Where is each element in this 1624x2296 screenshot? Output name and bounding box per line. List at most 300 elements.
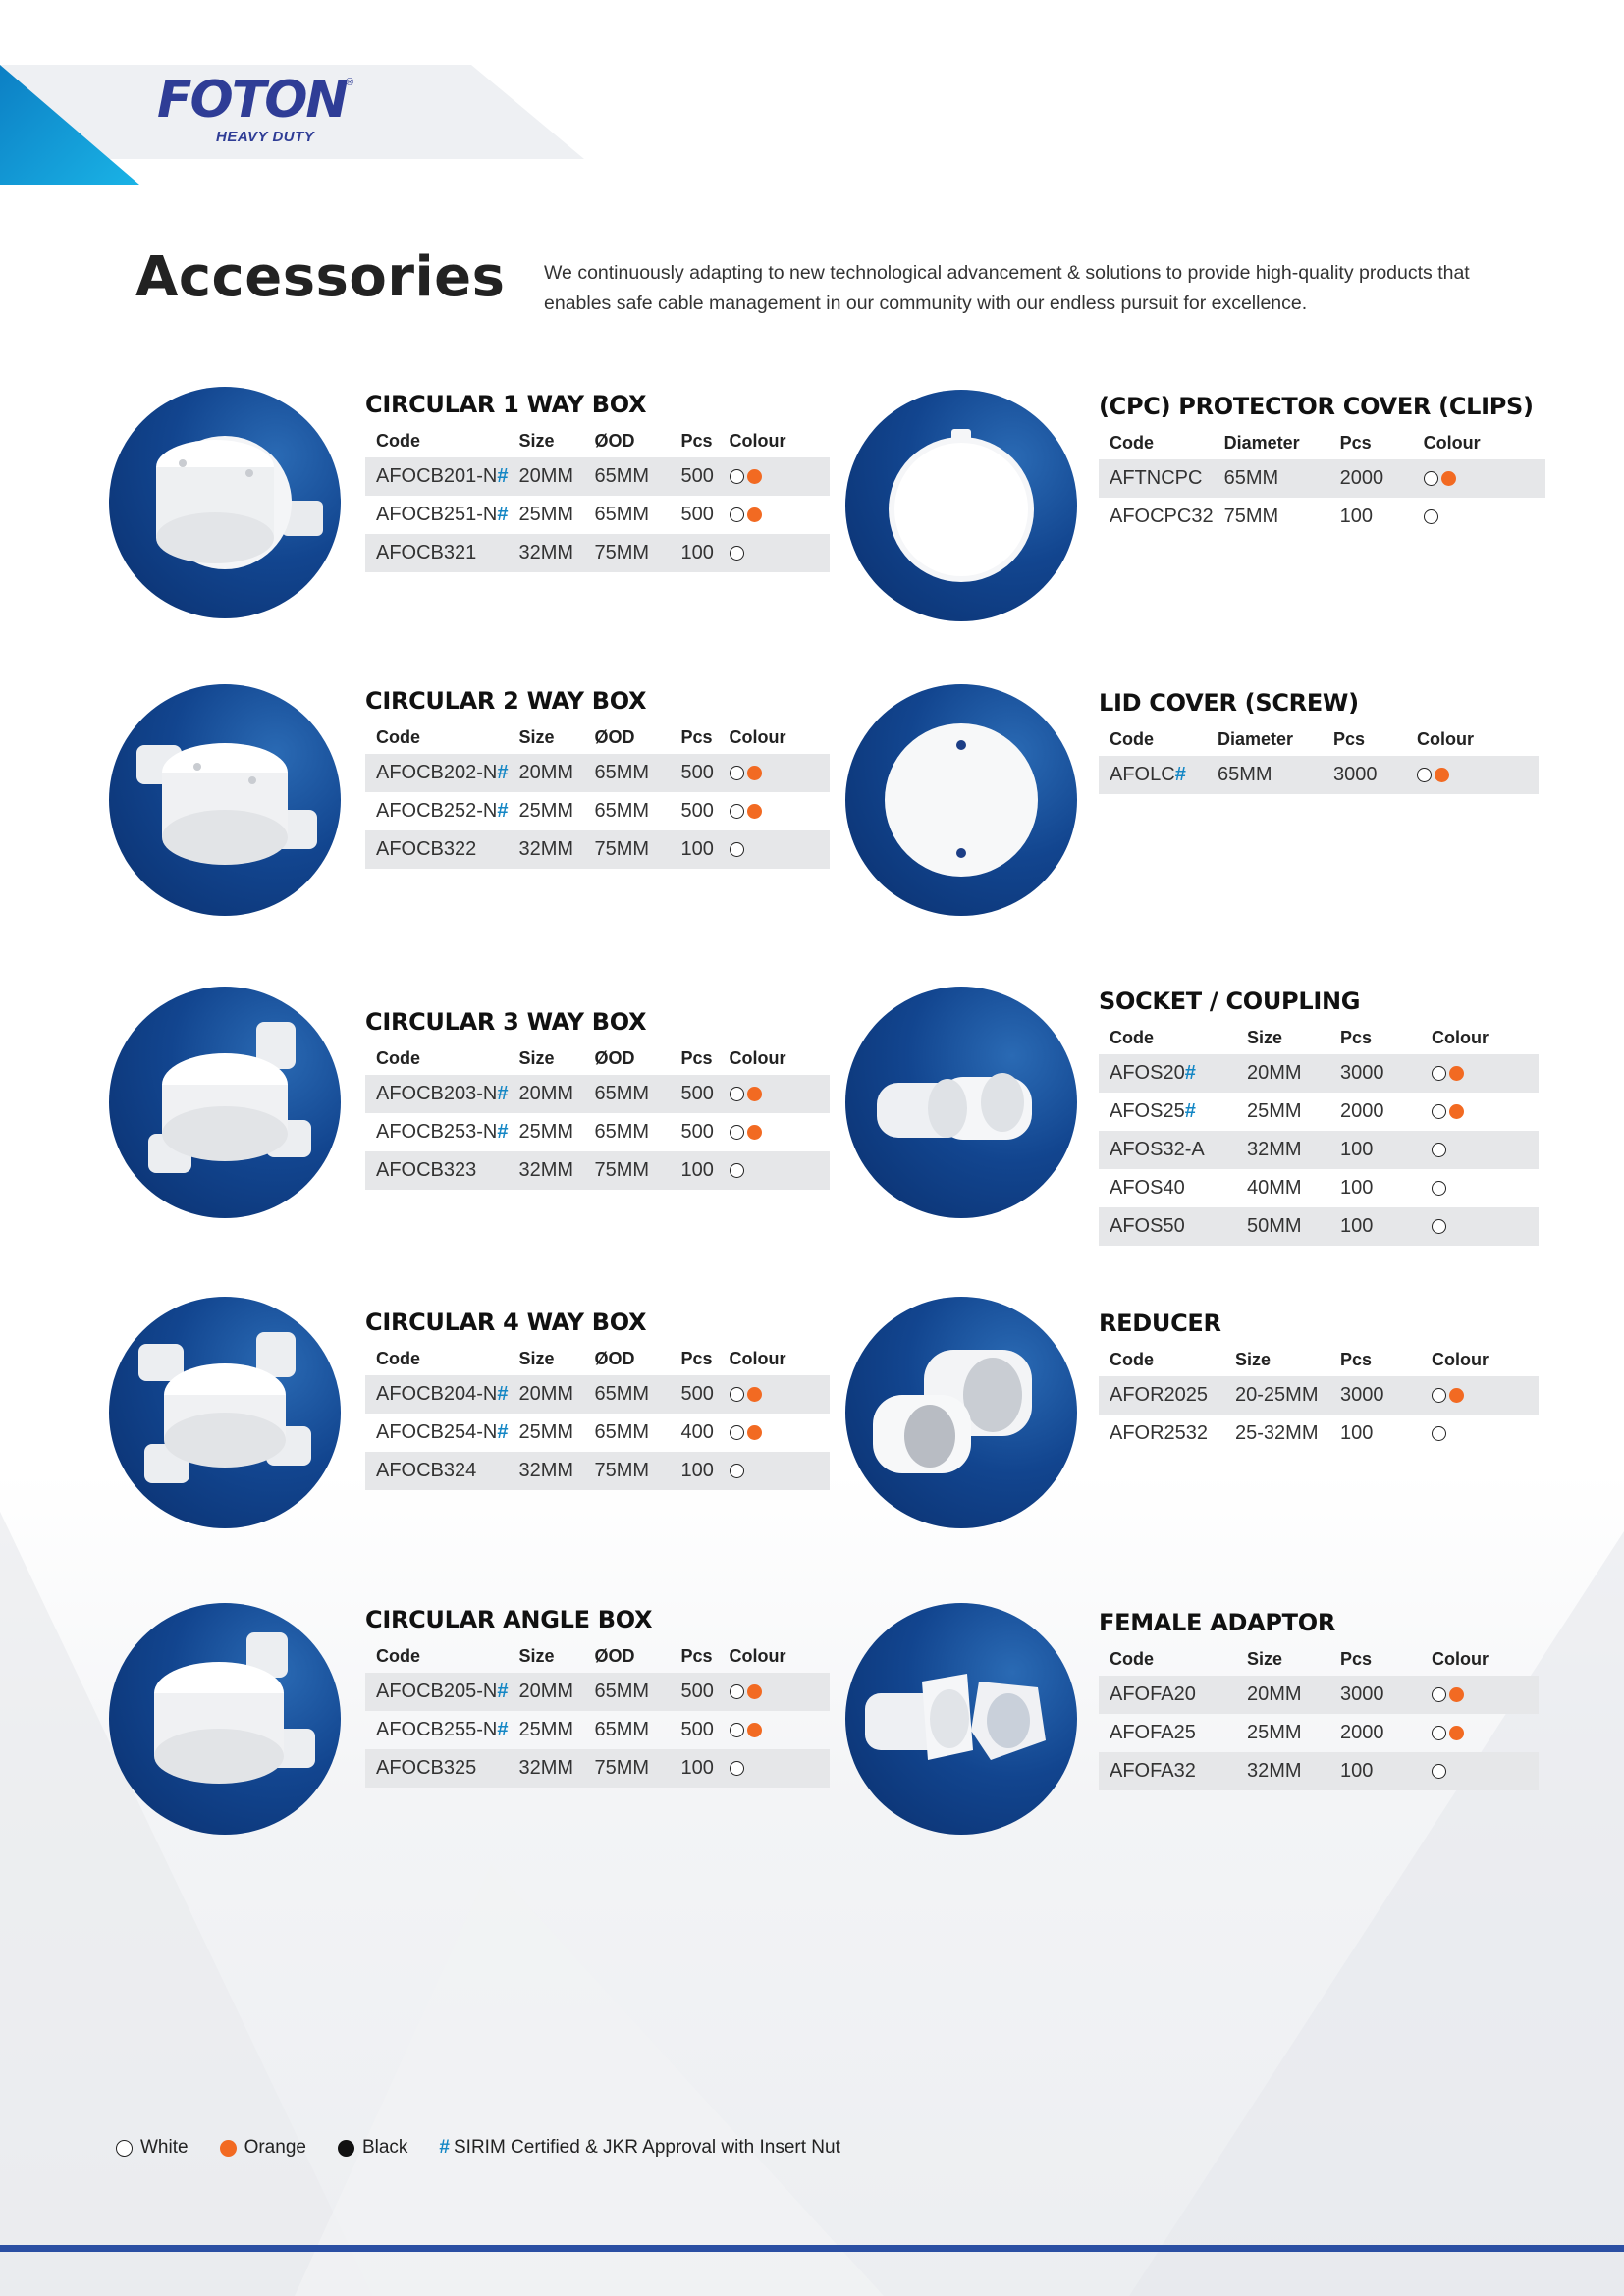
product-code: AFOCB323: [376, 1159, 477, 1181]
protector-cover-icon: [845, 390, 1077, 621]
code-cell: [1099, 1676, 1236, 1714]
orange-dot-icon: [747, 1087, 762, 1101]
value-cell: 50MM: [1236, 1207, 1329, 1246]
value-cell: 100: [1340, 1177, 1374, 1199]
value-cell: 500: [671, 754, 719, 792]
table-row: [365, 496, 830, 534]
value-cell: 3000: [1323, 756, 1406, 794]
value-cell: 25MM: [518, 800, 574, 822]
column-header: Size: [518, 1047, 555, 1068]
value-cell: 20MM: [1236, 1676, 1329, 1714]
code-cell: [1099, 1415, 1224, 1453]
spec-table: [1099, 1642, 1539, 1790]
colour-cell: [719, 457, 830, 496]
value-cell: 20-25MM: [1224, 1376, 1329, 1415]
table-row: [1099, 1093, 1539, 1131]
column-header: Code: [1110, 1648, 1154, 1669]
value-cell: 25MM: [518, 1421, 574, 1443]
value-cell: 65MM: [584, 457, 671, 496]
value-cell: 32MM: [509, 534, 584, 572]
table-header-row: [1099, 426, 1545, 459]
value-cell: 32MM: [509, 830, 584, 869]
value-cell: 100: [671, 1749, 719, 1788]
column-header: Pcs: [1333, 728, 1366, 749]
product-code: AFOS20: [1110, 1062, 1185, 1084]
column-header: Code: [376, 1348, 420, 1368]
orange-dot-icon: [1449, 1687, 1464, 1702]
spec-table: [1099, 1343, 1539, 1453]
table-row: [1099, 1054, 1539, 1093]
value-cell: 500: [680, 800, 714, 822]
certification-hash: #: [1184, 1100, 1196, 1122]
value-cell: 3000: [1329, 1054, 1421, 1093]
section-title: CIRCULAR 4 WAY BOX: [365, 1308, 647, 1336]
table-header-row: [1099, 1021, 1539, 1054]
value-cell: 100: [671, 1151, 719, 1190]
orange-dot-icon: [747, 1125, 762, 1140]
certification-hash: #: [497, 504, 509, 525]
certification-hash: #: [1184, 1062, 1196, 1084]
section-title: REDUCER: [1099, 1309, 1221, 1337]
section-title: FEMALE ADAPTOR: [1099, 1609, 1336, 1636]
column-header: Colour: [729, 1645, 786, 1666]
value-cell: 2000: [1340, 1100, 1384, 1122]
colour-cell: [719, 1375, 830, 1414]
white-dot-icon: [730, 469, 744, 484]
spec-table: [365, 1639, 830, 1788]
spec-table: [1099, 426, 1545, 536]
product-code: AFOCB325: [376, 1757, 477, 1779]
code-cell: [365, 792, 509, 830]
product-code: AFOS40: [1110, 1177, 1185, 1199]
column-header: Size: [1247, 1648, 1283, 1669]
white-dot-icon: [1432, 1143, 1446, 1157]
intro-text: We continuously adapting to new technological advancement & solutions to provide high-quality products that enables safe cable management in our community with our endless pursuit for excellence.: [544, 262, 1470, 314]
value-cell: 100: [671, 830, 719, 869]
certification-hash: #: [497, 1681, 509, 1702]
white-dot-icon: [730, 766, 744, 780]
colour-cell: [719, 1673, 830, 1711]
column-header: Code: [1110, 432, 1154, 453]
product-code: AFOCPC32: [1110, 506, 1214, 527]
value-cell: 2000: [1329, 459, 1413, 498]
value-cell: 75MM: [1223, 506, 1279, 527]
product-code: AFOCB205-N: [376, 1681, 498, 1702]
table-row: [365, 1113, 830, 1151]
product-code: AFTNCPC: [1110, 467, 1203, 489]
white-dot-icon: [1432, 1426, 1446, 1441]
section-title: CIRCULAR ANGLE BOX: [365, 1606, 653, 1633]
colour-cell: [1421, 1054, 1539, 1093]
column-header: Size: [518, 726, 555, 747]
value-cell: 25MM: [518, 1121, 574, 1143]
section-lid-cover: [1099, 689, 1539, 794]
column-header: Code: [1110, 728, 1154, 749]
certification-hash: #: [497, 762, 509, 783]
value-cell: 100: [1329, 1131, 1421, 1169]
column-header: Code: [376, 430, 420, 451]
value-cell: 32MM: [509, 1749, 584, 1788]
section-female-adaptor: [1099, 1609, 1539, 1790]
orange-dot-icon: [747, 1684, 762, 1699]
white-dot-icon: [730, 1125, 744, 1140]
white-dot-icon: [730, 1761, 744, 1776]
table-row: [365, 534, 830, 572]
product-code: AFOFA25: [1110, 1722, 1196, 1743]
code-cell: [365, 1113, 509, 1151]
colour-legend: [116, 2137, 872, 2159]
column-header: Colour: [1432, 1349, 1489, 1369]
certification-hash: #: [1174, 764, 1186, 785]
foton-logo: [157, 71, 354, 145]
value-cell: 500: [671, 457, 719, 496]
column-header: Pcs: [680, 1047, 713, 1068]
value-cell: 32MM: [509, 1151, 584, 1190]
orange-dot-icon: [1449, 1066, 1464, 1081]
hash-mark: #: [439, 2137, 450, 2158]
colour-cell: [1421, 1207, 1539, 1246]
column-header: ØOD: [594, 726, 635, 747]
certification-hash: #: [497, 1383, 509, 1405]
product-code: AFOCB204-N: [376, 1383, 498, 1405]
orange-dot-icon: [220, 2140, 237, 2157]
lid-cover-icon: [845, 684, 1077, 916]
white-dot-icon: [1432, 1764, 1446, 1779]
page-title: Accessories: [135, 245, 506, 309]
table-row: [1099, 1714, 1539, 1752]
value-cell: 20MM: [509, 754, 584, 792]
table-row: [365, 1414, 830, 1452]
table-row: [1099, 498, 1545, 536]
column-header: Size: [518, 430, 555, 451]
value-cell: 500: [671, 1075, 719, 1113]
female-adaptor-icon: [845, 1603, 1077, 1835]
table-row: [1099, 1676, 1539, 1714]
white-dot-icon: [730, 1425, 744, 1440]
socket-coupling-icon: [845, 987, 1077, 1218]
table-row: [365, 1151, 830, 1190]
value-cell: 20MM: [509, 457, 584, 496]
value-cell: 65MM: [594, 1421, 650, 1443]
circular-2-way-box-icon: [109, 684, 341, 916]
column-header: Size: [1247, 1027, 1283, 1047]
circular-angle-box-icon: [109, 1603, 341, 1835]
white-dot-icon: [730, 1087, 744, 1101]
colour-cell: [719, 1414, 830, 1452]
colour-cell: [1421, 1752, 1539, 1790]
code-cell: [1099, 1752, 1236, 1790]
column-header: Pcs: [680, 1645, 713, 1666]
orange-dot-icon: [747, 507, 762, 522]
legend-black: [338, 2137, 407, 2159]
code-cell: [365, 1414, 509, 1452]
value-cell: 32MM: [509, 1452, 584, 1490]
code-cell: [365, 1673, 509, 1711]
table-row: [365, 830, 830, 869]
table-row: [365, 1711, 830, 1749]
value-cell: 100: [1339, 506, 1373, 527]
white-dot-icon: [730, 507, 744, 522]
code-cell: [365, 534, 509, 572]
table-row: [1099, 1376, 1539, 1415]
table-row: [365, 1452, 830, 1490]
column-header: Colour: [1432, 1648, 1489, 1669]
colour-cell: [719, 496, 830, 534]
column-header: Code: [376, 726, 420, 747]
certification-hash: #: [497, 1121, 509, 1143]
value-cell: 500: [671, 1375, 719, 1414]
spec-table: [365, 721, 830, 869]
colour-cell: [1413, 459, 1545, 498]
white-dot-icon: [1432, 1066, 1446, 1081]
certification-hash: #: [497, 1083, 509, 1104]
legend-white-label: White: [140, 2137, 189, 2158]
table-row: [365, 1673, 830, 1711]
code-cell: [365, 1452, 509, 1490]
table-row: [365, 457, 830, 496]
table-header-row: [1099, 1642, 1539, 1676]
code-cell: [365, 457, 509, 496]
section-reducer: [1099, 1309, 1539, 1453]
column-header: Colour: [729, 1047, 786, 1068]
legend-certification: [439, 2137, 839, 2159]
value-cell: 65MM: [594, 1719, 650, 1740]
colour-cell: [1421, 1676, 1539, 1714]
section-socket-coupling: [1099, 988, 1539, 1246]
spec-table: [365, 424, 830, 572]
table-row: [1099, 756, 1539, 794]
code-cell: [1099, 459, 1214, 498]
white-dot-icon: [116, 2140, 133, 2157]
value-cell: 20MM: [1236, 1054, 1329, 1093]
white-dot-icon: [730, 1387, 744, 1402]
product-code: AFOCB252-N: [376, 800, 498, 822]
product-code: AFOCB322: [376, 838, 477, 860]
column-header: Size: [518, 1348, 555, 1368]
value-cell: 65MM: [584, 1673, 671, 1711]
reducer-icon: [845, 1297, 1077, 1528]
value-cell: 65MM: [584, 1075, 671, 1113]
column-header: Size: [1235, 1349, 1272, 1369]
product-code: AFOCB203-N: [376, 1083, 498, 1104]
white-dot-icon: [1432, 1687, 1446, 1702]
circular-3-way-box-icon: [109, 987, 341, 1218]
colour-cell: [719, 1711, 830, 1749]
value-cell: 75MM: [584, 534, 671, 572]
code-cell: [365, 1151, 509, 1190]
column-header: ØOD: [594, 430, 635, 451]
value-cell: 3000: [1329, 1676, 1421, 1714]
code-cell: [1099, 498, 1214, 536]
table-row: [1099, 1752, 1539, 1790]
value-cell: 20MM: [509, 1375, 584, 1414]
spec-table: [1099, 722, 1539, 794]
product-code: AFOCB253-N: [376, 1121, 498, 1143]
legend-black-label: Black: [361, 2137, 408, 2158]
colour-cell: [719, 754, 830, 792]
value-cell: 20MM: [509, 1673, 584, 1711]
product-code: AFOR2532: [1110, 1422, 1209, 1444]
value-cell: 65MM: [1207, 756, 1323, 794]
legend-orange-label: Orange: [244, 2137, 306, 2158]
code-cell: [365, 1375, 509, 1414]
column-header: Pcs: [1340, 1027, 1373, 1047]
white-dot-icon: [730, 1464, 744, 1478]
column-header: ØOD: [594, 1348, 635, 1368]
value-cell: 500: [680, 504, 714, 525]
value-cell: 25MM: [518, 1719, 574, 1740]
value-cell: 65MM: [584, 754, 671, 792]
column-header: Colour: [729, 1348, 786, 1368]
column-header: Pcs: [1340, 1349, 1373, 1369]
value-cell: 75MM: [584, 1452, 671, 1490]
registered-mark: ®: [346, 77, 354, 88]
product-code: AFOCB255-N: [376, 1719, 498, 1740]
value-cell: 500: [680, 1719, 714, 1740]
spec-table: [1099, 1021, 1539, 1246]
value-cell: 75MM: [584, 1151, 671, 1190]
code-cell: [1099, 1093, 1236, 1131]
value-cell: 3000: [1329, 1376, 1421, 1415]
white-dot-icon: [1424, 471, 1438, 486]
value-cell: 100: [671, 534, 719, 572]
column-header: Pcs: [1339, 432, 1372, 453]
table-header-row: [1099, 722, 1539, 756]
column-header: Colour: [1432, 1027, 1489, 1047]
white-dot-icon: [1432, 1181, 1446, 1196]
certification-hash: #: [497, 1421, 509, 1443]
table-row: [1099, 459, 1545, 498]
circular-1-way-box-icon: [109, 387, 341, 618]
product-code: AFOFA20: [1110, 1683, 1196, 1705]
value-cell: 75MM: [584, 1749, 671, 1788]
colour-cell: [719, 534, 830, 572]
colour-cell: [1421, 1415, 1539, 1453]
product-code: AFOLC: [1110, 764, 1175, 785]
table-row: [1099, 1207, 1539, 1246]
white-dot-icon: [1432, 1726, 1446, 1740]
table-row: [365, 754, 830, 792]
column-header: Diameter: [1223, 432, 1300, 453]
section-title: SOCKET / COUPLING: [1099, 988, 1361, 1015]
spec-table: [365, 1342, 830, 1490]
value-cell: 2000: [1340, 1722, 1384, 1743]
orange-dot-icon: [747, 1425, 762, 1440]
section-circular-4-way-box: [365, 1308, 830, 1490]
certification-hash: #: [497, 1719, 509, 1740]
product-code: AFOCB321: [376, 542, 477, 563]
product-code: AFOS50: [1110, 1215, 1185, 1237]
certification-hash: #: [497, 800, 509, 822]
orange-dot-icon: [1441, 471, 1456, 486]
white-dot-icon: [730, 842, 744, 857]
value-cell: 100: [1340, 1422, 1374, 1444]
orange-dot-icon: [1449, 1726, 1464, 1740]
table-row: [365, 1075, 830, 1113]
column-header: Colour: [729, 430, 786, 451]
white-dot-icon: [1424, 509, 1438, 524]
column-header: Code: [376, 1047, 420, 1068]
section-circular-3-way-box: [365, 1008, 830, 1190]
value-cell: 100: [1329, 1207, 1421, 1246]
white-dot-icon: [730, 546, 744, 561]
section-circular-1-way-box: [365, 391, 830, 572]
value-cell: 20MM: [509, 1075, 584, 1113]
code-cell: [365, 1749, 509, 1788]
colour-cell: [1421, 1131, 1539, 1169]
orange-dot-icon: [1435, 768, 1449, 782]
code-cell: [365, 1711, 509, 1749]
column-header: Code: [1110, 1349, 1154, 1369]
white-dot-icon: [1432, 1104, 1446, 1119]
orange-dot-icon: [747, 1723, 762, 1737]
legend-white: [116, 2137, 189, 2159]
column-header: Code: [1110, 1027, 1154, 1047]
table-header-row: [365, 1342, 830, 1375]
column-header: Colour: [729, 726, 786, 747]
product-code: AFOCB251-N: [376, 504, 498, 525]
legend-orange: [220, 2137, 306, 2159]
table-row: [365, 1749, 830, 1788]
certification-hash: #: [497, 465, 509, 487]
value-cell: 25MM: [1247, 1722, 1302, 1743]
colour-cell: [719, 830, 830, 869]
section-title: CIRCULAR 1 WAY BOX: [365, 391, 647, 418]
orange-dot-icon: [747, 766, 762, 780]
code-cell: [1099, 1207, 1236, 1246]
table-row: [365, 1375, 830, 1414]
value-cell: 65MM: [1214, 459, 1329, 498]
value-cell: 500: [671, 1673, 719, 1711]
colour-cell: [719, 1113, 830, 1151]
table-row: [1099, 1169, 1539, 1207]
black-dot-icon: [338, 2140, 354, 2157]
value-cell: 32MM: [1236, 1131, 1329, 1169]
value-cell: 400: [680, 1421, 714, 1443]
value-cell: 100: [1329, 1752, 1421, 1790]
colour-cell: [1406, 756, 1539, 794]
code-cell: [1099, 1714, 1236, 1752]
product-code: AFOS25: [1110, 1100, 1185, 1122]
colour-cell: [1421, 1376, 1539, 1415]
value-cell: 25MM: [1247, 1100, 1302, 1122]
colour-cell: [719, 1075, 830, 1113]
section-circular-angle-box: [365, 1606, 830, 1788]
table-header-row: [365, 1041, 830, 1075]
table-row: [365, 792, 830, 830]
orange-dot-icon: [747, 469, 762, 484]
white-dot-icon: [730, 804, 744, 819]
code-cell: [1099, 756, 1207, 794]
code-cell: [365, 754, 509, 792]
code-cell: [1099, 1131, 1236, 1169]
white-dot-icon: [730, 1684, 744, 1699]
value-cell: 65MM: [594, 504, 650, 525]
code-cell: [1099, 1054, 1236, 1093]
section-circular-2-way-box: [365, 687, 830, 869]
section-title: (CPC) PROTECTOR COVER (CLIPS): [1099, 393, 1534, 420]
code-cell: [365, 1075, 509, 1113]
code-cell: [365, 830, 509, 869]
column-header: Colour: [1423, 432, 1481, 453]
code-cell: [1099, 1169, 1236, 1207]
spec-table: [365, 1041, 830, 1190]
value-cell: 65MM: [594, 800, 650, 822]
value-cell: 40MM: [1247, 1177, 1302, 1199]
product-code: AFOS32-A: [1110, 1139, 1205, 1160]
colour-cell: [719, 1749, 830, 1788]
product-code: AFOCB254-N: [376, 1421, 498, 1443]
